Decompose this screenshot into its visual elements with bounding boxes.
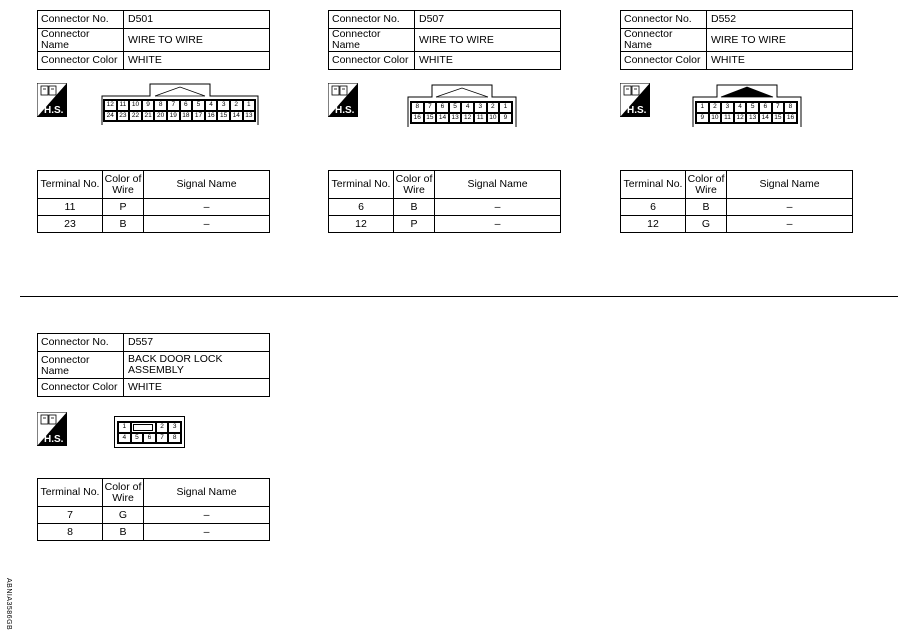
wire-color-header: Color of Wire [103,171,144,199]
wire-color-header: Color of Wire [686,171,727,199]
connector-no-label: Connector No. [329,11,415,29]
harness-side-icon [328,83,358,117]
pin: 5 [746,102,759,113]
pin: 7 [424,102,437,113]
pin: 6 [143,433,156,444]
pin: 15 [424,113,437,124]
table-row [38,216,270,233]
hs-label: H.S. [335,105,355,116]
pin: 5 [192,100,205,111]
pin: 14 [230,111,243,122]
signal-name: – [727,199,853,216]
connector-d552-info [620,10,853,70]
pin: 12 [104,100,117,111]
wire-color: G [103,507,144,524]
pin: 12 [461,113,474,124]
connector-color-value: WHITE [124,52,270,70]
pin: 4 [205,100,218,111]
pin: 1 [696,102,709,113]
terminal-no: 12 [329,216,394,233]
pin: 2 [156,422,169,433]
pin: 1 [118,422,131,433]
wire-color-header: Color of Wire [394,171,435,199]
harness-side-icon [620,83,650,117]
connector-no-label: Connector No. [38,11,124,29]
pin: 10 [709,113,722,124]
pin: 5 [449,102,462,113]
connector-d557-pin-grid [117,421,182,444]
table-row [621,199,853,216]
terminal-no: 7 [38,507,103,524]
pin: 8 [168,433,181,444]
terminal-no-header: Terminal No. [38,479,103,507]
pin: 9 [142,100,155,111]
pin: 22 [129,111,142,122]
pin: 15 [772,113,785,124]
pin: 15 [217,111,230,122]
latch [131,422,156,433]
wire-color: B [103,216,144,233]
signal-name: – [144,524,270,541]
wire-color: P [394,216,435,233]
connector-no-label: Connector No. [38,334,124,352]
table-row [38,524,270,541]
wire-color: P [103,199,144,216]
hs-label: H.S. [44,434,64,445]
figure-code: ABNIA3586GB [5,578,12,631]
pin: 2 [487,102,500,113]
wire-color: B [394,199,435,216]
connector-name-value: BACK DOOR LOCK ASSEMBLY [124,352,270,379]
terminal-table-d507 [328,170,561,233]
pin: 4 [734,102,747,113]
connector-d507-info [328,10,561,70]
pin: 16 [411,113,424,124]
connector-color-label: Connector Color [621,52,707,70]
connector-name-label: Connector Name [38,352,124,379]
connector-name-value: WIRE TO WIRE [124,29,270,52]
connector-no-value: D552 [707,11,853,29]
pin: 11 [721,113,734,124]
wire-color: B [103,524,144,541]
signal-name: – [144,507,270,524]
pin: 20 [154,111,167,122]
connector-color-label: Connector Color [329,52,415,70]
pin: 3 [474,102,487,113]
pin: 13 [243,111,256,122]
pin: 7 [156,433,169,444]
harness-side-icon [37,83,67,117]
pin: 8 [411,102,424,113]
pin: 2 [709,102,722,113]
pin: 23 [117,111,130,122]
connector-no-value: D501 [124,11,270,29]
table-row [38,507,270,524]
pin: 17 [192,111,205,122]
pin: 18 [180,111,193,122]
pin: 12 [734,113,747,124]
connector-name-label: Connector Name [621,29,707,52]
pin: 2 [230,100,243,111]
connector-name-label: Connector Name [38,29,124,52]
pin: 9 [499,113,512,124]
pin: 6 [436,102,449,113]
pin: 24 [104,111,117,122]
connector-d552-pin-grid [695,101,798,124]
connector-color-label: Connector Color [38,379,124,397]
wire-color: B [686,199,727,216]
pin: 11 [117,100,130,111]
pin: 11 [474,113,487,124]
wire-color: G [686,216,727,233]
pin: 10 [129,100,142,111]
connector-color-value: WHITE [124,379,270,397]
pin: 8 [784,102,797,113]
signal-name-header: Signal Name [144,171,270,199]
signal-name-header: Signal Name [144,479,270,507]
pin: 7 [167,100,180,111]
pin: 7 [772,102,785,113]
hs-label: H.S. [44,105,64,116]
table-row [329,216,561,233]
table-row [329,199,561,216]
pin: 10 [487,113,500,124]
pin: 6 [759,102,772,113]
signal-name: – [144,216,270,233]
connector-no-value: D557 [124,334,270,352]
pin: 3 [721,102,734,113]
pin: 1 [499,102,512,113]
pin: 6 [180,100,193,111]
terminal-no-header: Terminal No. [38,171,103,199]
signal-name-header: Signal Name [727,171,853,199]
pin: 21 [142,111,155,122]
latch-slot [133,424,153,431]
pin: 19 [167,111,180,122]
terminal-no: 8 [38,524,103,541]
pin: 14 [759,113,772,124]
harness-side-icon [37,412,67,446]
pin: 3 [217,100,230,111]
terminal-no: 12 [621,216,686,233]
connector-name-value: WIRE TO WIRE [707,29,853,52]
table-row [38,199,270,216]
pin: 13 [746,113,759,124]
table-row [621,216,853,233]
terminal-table-d501 [37,170,270,233]
terminal-no: 6 [621,199,686,216]
connector-color-value: WHITE [415,52,561,70]
signal-name: – [435,216,561,233]
connector-d507-pin-grid [410,101,513,124]
terminal-table-d552 [620,170,853,233]
signal-name: – [727,216,853,233]
connector-color-label: Connector Color [38,52,124,70]
pin: 9 [696,113,709,124]
connector-no-label: Connector No. [621,11,707,29]
hs-label: H.S. [627,105,647,116]
pin: 4 [118,433,131,444]
pin: 3 [168,422,181,433]
pin: 5 [131,433,144,444]
pin: 8 [154,100,167,111]
terminal-table-d557 [37,478,270,541]
terminal-no-header: Terminal No. [621,171,686,199]
pin: 1 [243,100,256,111]
connector-color-value: WHITE [707,52,853,70]
connector-name-value: WIRE TO WIRE [415,29,561,52]
signal-name-header: Signal Name [435,171,561,199]
connector-d501-info [37,10,270,70]
wire-color-header: Color of Wire [103,479,144,507]
terminal-no: 23 [38,216,103,233]
pin: 13 [449,113,462,124]
connector-no-value: D507 [415,11,561,29]
section-divider [20,296,898,297]
signal-name: – [435,199,561,216]
connector-d557-info [37,333,270,397]
terminal-no-header: Terminal No. [329,171,394,199]
signal-name: – [144,199,270,216]
pin: 16 [784,113,797,124]
terminal-no: 11 [38,199,103,216]
pin: 4 [461,102,474,113]
pin: 16 [205,111,218,122]
pin: 14 [436,113,449,124]
connector-name-label: Connector Name [329,29,415,52]
connector-d501-pin-grid [103,99,256,122]
terminal-no: 6 [329,199,394,216]
